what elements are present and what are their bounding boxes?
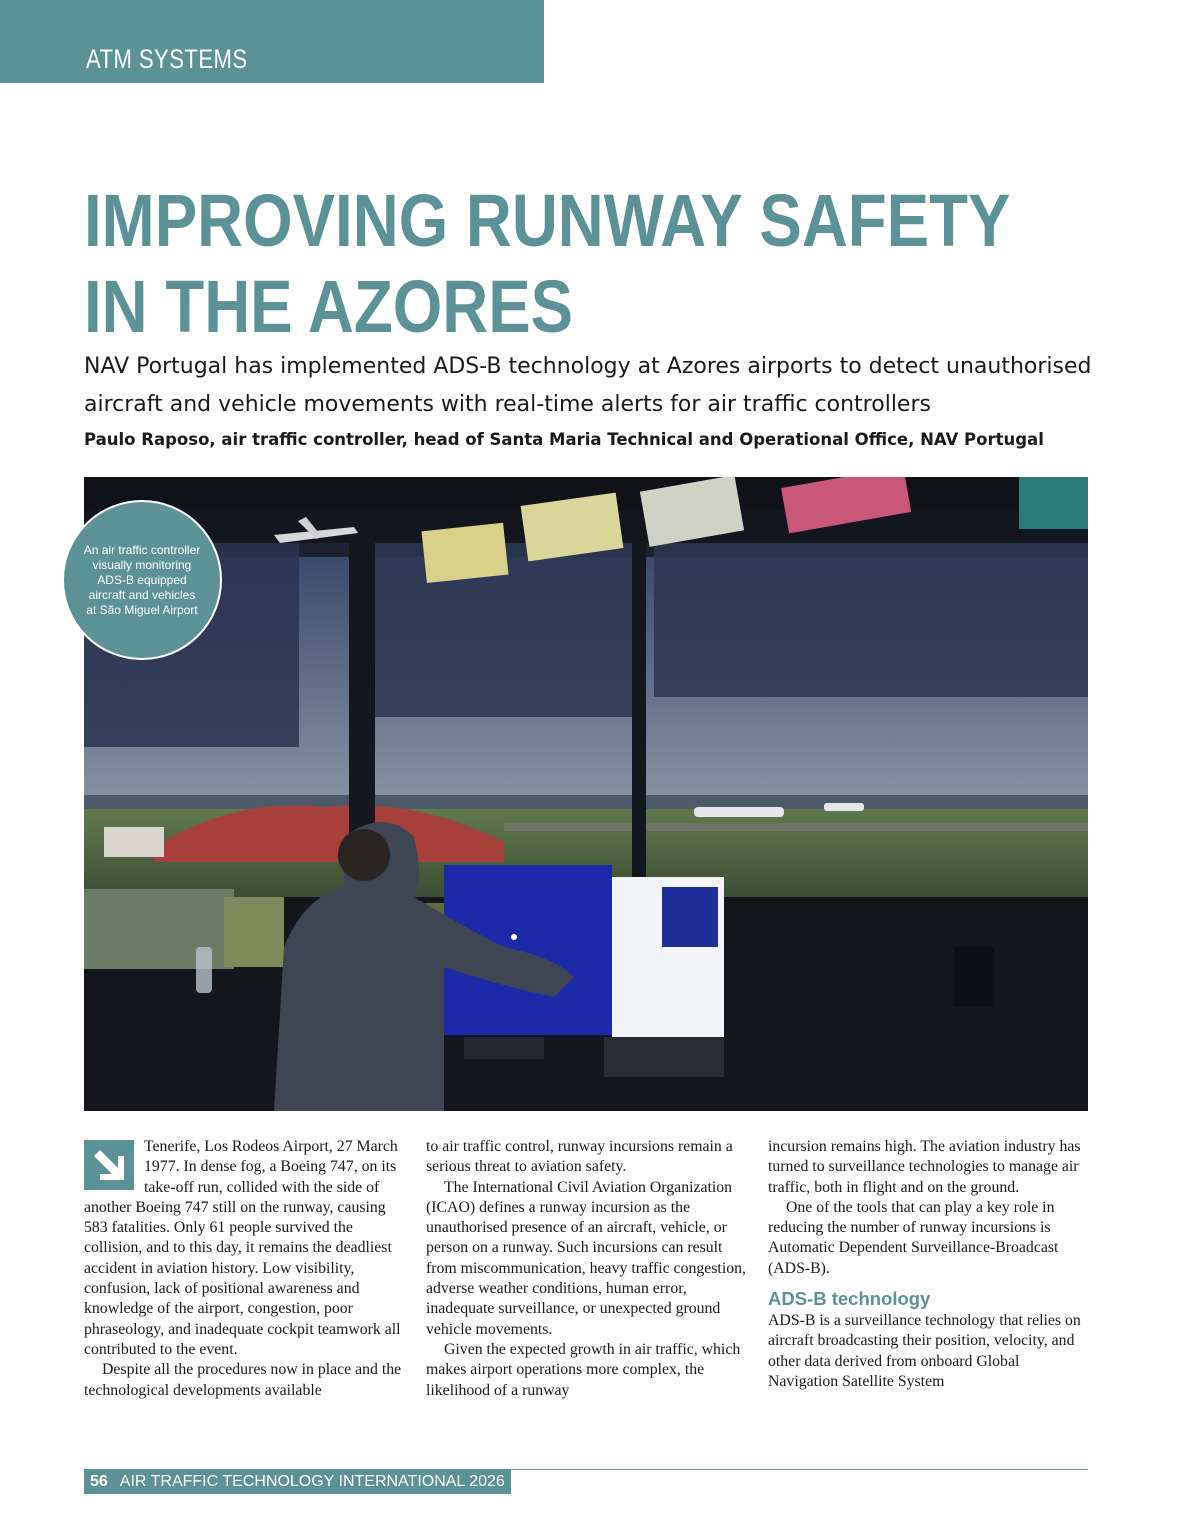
publication-name: AIR TRAFFIC TECHNOLOGY INTERNATIONAL 2026 (119, 1473, 505, 1490)
paragraph: Given the expected growth in air traffic, which makes airport operations more complex, the likelihood of a runway (426, 1340, 741, 1399)
paragraph: Despite all the procedures now in place and the technological developments available (84, 1361, 402, 1399)
photo-caption: An air traffic controller visually monitoring ADS-B equipped aircraft and vehicles at São Miguel Airport (83, 542, 201, 617)
paragraph: to air traffic control, runway incursions remain a serious threat to aviation safety. (426, 1138, 733, 1176)
article-column-3 (768, 1137, 1090, 1392)
page-number: 56 (90, 1473, 108, 1490)
section-tab (0, 0, 544, 83)
page-footer (84, 1470, 511, 1494)
paragraph: ADS-B is a surveillance technology that relies on aircraft broadcasting their position, velocity, and other data derived from onboard Global Navigation Satellite System (768, 1312, 1081, 1390)
control-tower-photo (84, 477, 1088, 1111)
paragraph: One of the tools that can play a key role in reducing the number of runway incursions is Automatic Dependent Surveillance-Broadcast (ADS-B). (768, 1198, 1059, 1277)
section-label: ATM SYSTEMS (86, 44, 248, 74)
arrow-down-right-icon (84, 1140, 134, 1190)
article-column-2 (426, 1137, 748, 1401)
article-column-1 (84, 1137, 406, 1401)
headline-line-2: IN THE AZORES (84, 265, 574, 348)
paragraph: Tenerife, Los Rodeos Airport, 27 March 1977. In dense fog, a Boeing 747, on its take-off run, collided with the side of another Boeing 747 still on the runway, causing 583 fatalities. Only 61 people survived the collision, and to this day, it remains the deadliest accident in aviation history. Low visibility, confusion, lack of positional awareness and knowledge of the airport, congestion, poor phraseology, and inadequate cockpit teamwork all contributed to the event. (84, 1138, 401, 1358)
byline: Paulo Raposo, air traffic controller, head of Santa Maria Technical and Operational Office, NAV Portugal (84, 430, 1044, 449)
paragraph: incursion remains high. The aviation industry has turned to surveillance technologies to manage air traffic, both in flight and on the ground. (768, 1138, 1081, 1196)
headline (84, 178, 1010, 350)
standfirst: NAV Portugal has implemented ADS-B technology at Azores airports to detect unauthorised aircraft and vehicle movements with real-time alerts for air traffic controllers (84, 354, 1092, 417)
subheading: ADS-B technology (768, 1288, 931, 1310)
paragraph: The International Civil Aviation Organization (ICAO) defines a runway incursion as the unauthorised presence of an aircraft, vehicle, or person on a runway. Such incursions can result from miscommunication, heavy traffic congestion, adverse weather conditions, human error, inadequate surveillance, or unexpected ground vehicle movements. (426, 1178, 746, 1338)
headline-line-1: IMPROVING RUNWAY SAFETY (84, 179, 1011, 262)
photo-caption-badge (62, 500, 222, 660)
